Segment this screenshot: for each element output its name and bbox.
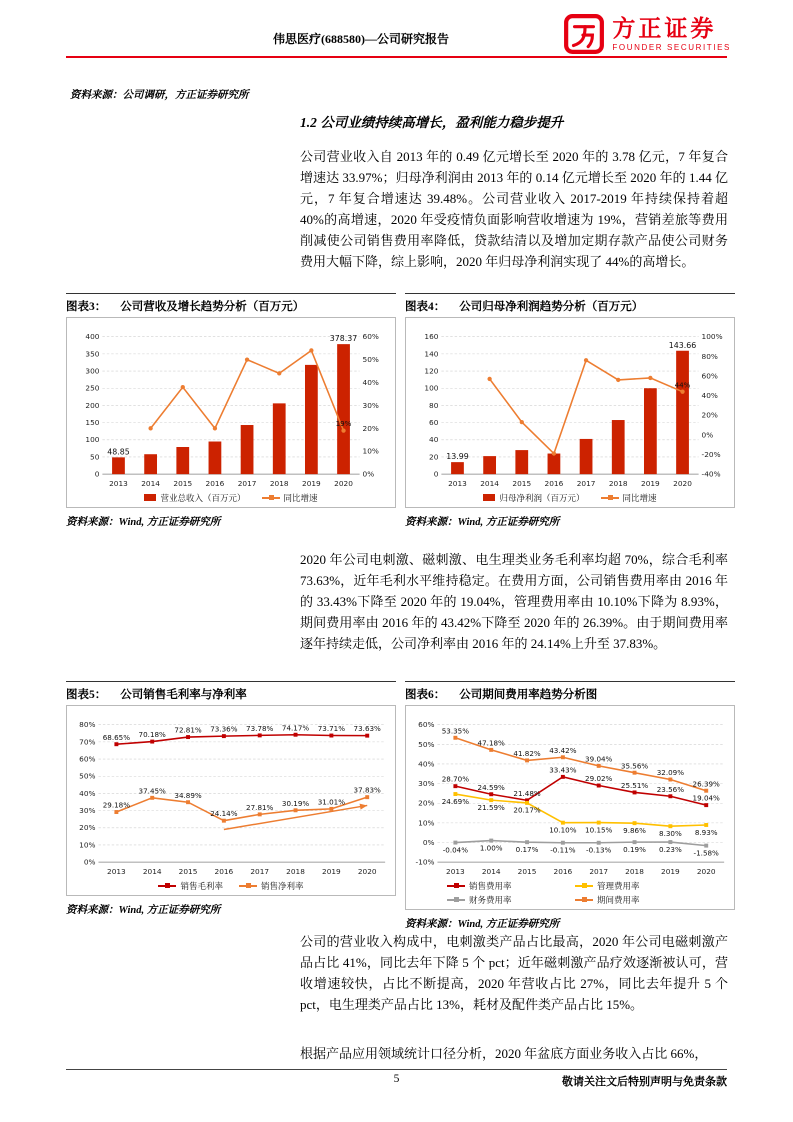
legend-item bbox=[601, 492, 657, 504]
svg-text:70%: 70% bbox=[79, 737, 96, 747]
marker-icon bbox=[582, 897, 587, 902]
figure-6-legend bbox=[408, 880, 732, 906]
svg-text:10.10%: 10.10% bbox=[549, 825, 577, 835]
legend-label: 期间费用率 bbox=[597, 895, 640, 906]
svg-text:2017: 2017 bbox=[250, 866, 270, 876]
svg-text:2014: 2014 bbox=[481, 866, 501, 876]
figure-5 bbox=[66, 681, 396, 917]
paragraph-growth-summary: 公司营业收入自 2013 年的 0.49 亿元增长至 2020 年的 3.78 亿元，7 年复合增速达 33.97%；归母净利润由 2013 年的 0.14 亿元增长至 2020 年的 1.44 亿元，7 年复合增速达 39.48%。公司营业收入 2017-2019 年持续保持着超 40%的高增速，2020 年受疫情负面影响营收增速为 19%，营销差旅等费用削减使公司销售费用率降低，贷款结清以及增加定期存款产品使公司财务费用大幅下降，综上影响，2020 年归母净利润实现了 44%的高增长。 bbox=[300, 149, 728, 269]
svg-text:2016: 2016 bbox=[214, 866, 234, 876]
figure-3-legend bbox=[69, 492, 393, 504]
svg-text:2015: 2015 bbox=[178, 866, 198, 876]
svg-text:-20%: -20% bbox=[701, 449, 721, 459]
svg-text:9.86%: 9.86% bbox=[623, 825, 646, 835]
chart-canvas bbox=[69, 321, 393, 490]
figure-5-caption bbox=[66, 681, 396, 702]
svg-text:50: 50 bbox=[90, 452, 100, 462]
figure-6-label: 图表6： bbox=[405, 689, 446, 701]
svg-text:2017: 2017 bbox=[589, 866, 609, 876]
svg-text:20%: 20% bbox=[362, 423, 379, 433]
svg-text:-0.04%: -0.04% bbox=[442, 845, 469, 855]
svg-text:29.02%: 29.02% bbox=[585, 774, 613, 784]
line-swatch-icon bbox=[575, 885, 593, 887]
svg-text:2017: 2017 bbox=[576, 478, 596, 488]
svg-text:30%: 30% bbox=[418, 779, 435, 789]
svg-text:2014: 2014 bbox=[480, 478, 499, 488]
svg-text:-0.13%: -0.13% bbox=[586, 845, 612, 855]
svg-text:80%: 80% bbox=[79, 720, 96, 730]
line-swatch-icon bbox=[575, 899, 593, 901]
bar-swatch-icon bbox=[144, 494, 156, 501]
svg-text:200: 200 bbox=[85, 400, 100, 410]
svg-text:26.39%: 26.39% bbox=[692, 779, 720, 789]
chart-canvas bbox=[408, 709, 732, 878]
figure-5-label: 图表5： bbox=[66, 689, 107, 701]
svg-text:37.45%: 37.45% bbox=[138, 786, 166, 796]
svg-text:39.04%: 39.04% bbox=[585, 754, 613, 764]
svg-text:0%: 0% bbox=[422, 837, 435, 847]
svg-text:19.04%: 19.04% bbox=[692, 793, 720, 803]
svg-text:35.56%: 35.56% bbox=[620, 761, 649, 771]
svg-text:2018: 2018 bbox=[625, 866, 644, 876]
svg-text:2016: 2016 bbox=[205, 478, 225, 488]
marker-icon bbox=[582, 883, 587, 888]
svg-text:250: 250 bbox=[85, 383, 100, 393]
svg-text:74.17%: 74.17% bbox=[281, 723, 310, 733]
legend-item bbox=[447, 894, 565, 906]
footer-disclaimer: 敬请关注文后特别声明与免责条款 bbox=[562, 1076, 727, 1088]
svg-text:53.35%: 53.35% bbox=[441, 726, 470, 736]
svg-text:32.09%: 32.09% bbox=[656, 768, 685, 778]
marker-icon bbox=[269, 495, 274, 500]
svg-text:100: 100 bbox=[424, 383, 439, 393]
svg-text:20: 20 bbox=[429, 452, 439, 462]
section-heading: 1.2 公司业绩持续高增长，盈利能力稳步提升 bbox=[300, 115, 564, 130]
svg-text:350: 350 bbox=[85, 349, 100, 359]
svg-text:2020: 2020 bbox=[673, 478, 692, 488]
legend-item bbox=[144, 492, 245, 504]
svg-text:47.18%: 47.18% bbox=[477, 738, 505, 748]
svg-text:-0.11%: -0.11% bbox=[550, 845, 576, 855]
line-swatch-icon bbox=[262, 497, 280, 499]
svg-text:50%: 50% bbox=[79, 771, 96, 781]
svg-text:2013: 2013 bbox=[107, 866, 126, 876]
svg-text:20%: 20% bbox=[418, 798, 435, 808]
svg-text:2016: 2016 bbox=[544, 478, 564, 488]
figure-4-title: 公司归母净利润趋势分析（百万元） bbox=[459, 301, 644, 313]
figure-3-caption bbox=[66, 293, 396, 314]
svg-text:0%: 0% bbox=[701, 430, 714, 440]
page-number: 5 bbox=[393, 1073, 400, 1085]
svg-text:8.30%: 8.30% bbox=[659, 829, 682, 839]
svg-text:378.37: 378.37 bbox=[329, 334, 358, 344]
svg-text:2018: 2018 bbox=[608, 478, 628, 488]
svg-text:100%: 100% bbox=[701, 332, 723, 342]
legend-label: 归母净利润（百万元） bbox=[499, 493, 585, 504]
svg-text:2015: 2015 bbox=[517, 866, 537, 876]
svg-text:21.48%: 21.48% bbox=[513, 788, 541, 798]
logo-company-name: 方正证券 bbox=[612, 14, 717, 41]
svg-text:2015: 2015 bbox=[512, 478, 532, 488]
top-source-note: 资料来源：公司调研，方正证券研究所 bbox=[70, 90, 249, 101]
svg-text:120: 120 bbox=[424, 366, 439, 376]
svg-text:80: 80 bbox=[429, 400, 439, 410]
svg-text:60%: 60% bbox=[701, 371, 718, 381]
figure-6-source: 资料来源：Wind, 方正证券研究所 bbox=[405, 918, 560, 930]
svg-text:2017: 2017 bbox=[237, 478, 257, 488]
svg-text:34.89%: 34.89% bbox=[174, 790, 202, 800]
svg-text:48.85: 48.85 bbox=[107, 447, 130, 457]
chart-canvas bbox=[69, 709, 393, 878]
legend-label: 管理费用率 bbox=[597, 881, 640, 892]
svg-text:50%: 50% bbox=[362, 355, 379, 365]
legend-item bbox=[575, 880, 693, 892]
svg-text:13.99: 13.99 bbox=[446, 452, 469, 462]
svg-text:41.82%: 41.82% bbox=[513, 748, 541, 758]
svg-text:60%: 60% bbox=[79, 754, 96, 764]
svg-text:140: 140 bbox=[424, 349, 439, 359]
svg-text:73.36%: 73.36% bbox=[210, 724, 238, 734]
legend-label: 销售毛利率 bbox=[180, 881, 223, 892]
svg-text:21.59%: 21.59% bbox=[477, 802, 505, 812]
svg-text:60%: 60% bbox=[418, 720, 435, 730]
svg-text:30%: 30% bbox=[79, 806, 96, 816]
svg-text:0%: 0% bbox=[362, 469, 375, 479]
net-profit-growth-chart bbox=[408, 321, 732, 490]
svg-text:2019: 2019 bbox=[322, 866, 341, 876]
line-swatch-icon bbox=[447, 899, 465, 901]
svg-text:40%: 40% bbox=[701, 391, 718, 401]
figure-3-title: 公司营收及增长趋势分析（百万元） bbox=[120, 301, 305, 313]
svg-text:60%: 60% bbox=[362, 332, 379, 342]
legend-label: 同比增速 bbox=[622, 493, 657, 504]
figure-4 bbox=[405, 293, 735, 529]
svg-text:50%: 50% bbox=[418, 739, 435, 749]
svg-text:2015: 2015 bbox=[173, 478, 193, 488]
svg-text:24.69%: 24.69% bbox=[441, 796, 470, 806]
svg-text:19%: 19% bbox=[335, 419, 352, 429]
figure-3 bbox=[66, 293, 396, 529]
svg-text:25.51%: 25.51% bbox=[620, 781, 649, 791]
svg-text:2019: 2019 bbox=[302, 478, 321, 488]
logo-text bbox=[612, 14, 731, 52]
svg-text:2020: 2020 bbox=[334, 478, 353, 488]
bar-swatch-icon bbox=[483, 494, 495, 501]
legend-item bbox=[262, 492, 318, 504]
figure-4-source: 资料来源：Wind, 方正证券研究所 bbox=[405, 516, 560, 528]
report-header-title: 伟思医疗(688580)—公司研究报告 bbox=[273, 32, 449, 46]
line-swatch-icon bbox=[158, 885, 176, 887]
svg-text:160: 160 bbox=[424, 332, 439, 342]
marker-icon bbox=[454, 883, 459, 888]
legend-label: 同比增速 bbox=[283, 493, 318, 504]
figure-5-source: 资料来源：Wind, 方正证券研究所 bbox=[66, 904, 221, 916]
svg-text:73.63%: 73.63% bbox=[353, 724, 381, 734]
legend-label: 营业总收入（百万元） bbox=[160, 493, 246, 504]
paragraph-application-field: 根据产品应用领域统计口径分析，2020 年盆底方面业务收入占比 66%， bbox=[300, 1046, 708, 1061]
founder-logo-icon bbox=[563, 13, 605, 55]
svg-text:33.43%: 33.43% bbox=[549, 765, 577, 775]
svg-text:-10%: -10% bbox=[415, 857, 435, 867]
svg-text:143.66: 143.66 bbox=[668, 340, 697, 350]
svg-text:30%: 30% bbox=[362, 400, 379, 410]
svg-text:20%: 20% bbox=[79, 823, 96, 833]
svg-text:0: 0 bbox=[433, 469, 439, 479]
figure-5-legend bbox=[69, 880, 393, 892]
svg-text:23.56%: 23.56% bbox=[656, 784, 685, 794]
svg-text:20.17%: 20.17% bbox=[513, 805, 541, 815]
svg-text:8.93%: 8.93% bbox=[694, 827, 718, 837]
svg-text:300: 300 bbox=[85, 366, 100, 376]
legend-item bbox=[575, 894, 693, 906]
svg-text:29.18%: 29.18% bbox=[102, 800, 131, 810]
footer-divider bbox=[66, 1069, 727, 1070]
paragraph-revenue-mix: 公司的营业收入构成中，电刺激类产品占比最高，2020 年公司电磁刺激产品占比 41%，同比去年下降 5 个 pct；近年磁刺激产品疗效逐渐被认可，营收增速较快，占比不断提高，2020 年营收占比 27%，同比去年提升 5 个 pct，电生理类产品占比 13%，耗材及配件类产品占比 15%。 bbox=[300, 934, 728, 1012]
svg-text:0.17%: 0.17% bbox=[515, 845, 539, 855]
line-swatch-icon bbox=[239, 885, 257, 887]
legend-label: 销售净利率 bbox=[261, 881, 304, 892]
svg-text:80%: 80% bbox=[701, 351, 718, 361]
figure-6-title: 公司期间费用率趋势分析图 bbox=[459, 689, 598, 701]
svg-text:31.01%: 31.01% bbox=[317, 797, 346, 807]
figure-3-source: 资料来源：Wind, 方正证券研究所 bbox=[66, 516, 221, 528]
chart-canvas bbox=[408, 321, 732, 490]
figure-6-chart-box bbox=[405, 705, 735, 910]
svg-text:37.83%: 37.83% bbox=[353, 785, 381, 795]
expense-rate-chart bbox=[408, 709, 732, 878]
figure-6 bbox=[405, 681, 735, 931]
svg-text:2014: 2014 bbox=[141, 478, 160, 488]
svg-text:100: 100 bbox=[85, 435, 100, 445]
marker-icon bbox=[454, 897, 459, 902]
paragraph-margin-expense: 2020 年公司电刺激、磁刺激、电生理类业务毛利率均超 70%，综合毛利率 73.63%，近年毛利水平维持稳定。在费用方面，公司销售费用率由 2016 年的 33.43%下降至 2020 年的 19.04%，管理费用率由 10.10%下降为 8.93%，期间费用率由 2016 年的 43.42%下降至 2020 年的 26.39%。由于期间费用率逐年持续走低，公司净利率由 2016 年的 24.14%上升至 37.83%。 bbox=[300, 552, 728, 651]
figure-5-chart-box bbox=[66, 705, 396, 896]
svg-text:40: 40 bbox=[429, 435, 439, 445]
svg-text:24.59%: 24.59% bbox=[477, 782, 505, 792]
svg-text:68.65%: 68.65% bbox=[102, 732, 131, 742]
svg-text:10%: 10% bbox=[418, 818, 435, 828]
svg-text:60: 60 bbox=[429, 418, 439, 428]
figure-4-legend bbox=[408, 492, 732, 504]
svg-text:30.19%: 30.19% bbox=[281, 798, 310, 808]
svg-text:2014: 2014 bbox=[142, 866, 162, 876]
svg-text:40%: 40% bbox=[362, 377, 379, 387]
svg-text:10%: 10% bbox=[79, 840, 96, 850]
legend-item bbox=[483, 492, 584, 504]
svg-text:72.81%: 72.81% bbox=[174, 725, 202, 735]
margin-rate-chart bbox=[69, 709, 393, 878]
marker-icon bbox=[165, 883, 170, 888]
figure-5-title: 公司销售毛利率与净利率 bbox=[120, 689, 247, 701]
svg-text:1.00%: 1.00% bbox=[479, 843, 503, 853]
svg-text:20%: 20% bbox=[701, 410, 718, 420]
svg-text:-1.58%: -1.58% bbox=[693, 848, 719, 858]
legend-item bbox=[447, 880, 565, 892]
line-swatch-icon bbox=[447, 885, 465, 887]
svg-text:400: 400 bbox=[85, 332, 100, 342]
svg-text:70.18%: 70.18% bbox=[138, 730, 166, 740]
figure-3-chart-box bbox=[66, 317, 396, 508]
svg-text:43.42%: 43.42% bbox=[549, 745, 577, 755]
logo-company-subtitle: FOUNDER SECURITIES bbox=[612, 42, 731, 52]
svg-text:2020: 2020 bbox=[696, 866, 716, 876]
svg-text:28.70%: 28.70% bbox=[441, 774, 470, 784]
svg-text:0.19%: 0.19% bbox=[623, 844, 646, 854]
svg-text:10.15%: 10.15% bbox=[585, 825, 613, 835]
marker-icon bbox=[246, 883, 251, 888]
svg-text:2020: 2020 bbox=[357, 866, 377, 876]
legend-item bbox=[239, 880, 304, 892]
svg-text:2019: 2019 bbox=[661, 866, 680, 876]
svg-text:2018: 2018 bbox=[269, 478, 289, 488]
figure-4-caption bbox=[405, 293, 735, 314]
marker-icon bbox=[608, 495, 613, 500]
svg-text:2013: 2013 bbox=[446, 866, 465, 876]
svg-text:2018: 2018 bbox=[286, 866, 305, 876]
svg-text:40%: 40% bbox=[79, 788, 96, 798]
svg-text:2013: 2013 bbox=[109, 478, 128, 488]
svg-text:2016: 2016 bbox=[553, 866, 573, 876]
svg-text:0%: 0% bbox=[83, 857, 96, 867]
svg-text:0.23%: 0.23% bbox=[659, 844, 682, 854]
svg-text:73.71%: 73.71% bbox=[317, 724, 346, 734]
svg-text:44%: 44% bbox=[674, 380, 691, 390]
figure-6-caption bbox=[405, 681, 735, 702]
figure-4-label: 图表4： bbox=[405, 301, 446, 313]
svg-text:2019: 2019 bbox=[641, 478, 660, 488]
founder-logo bbox=[563, 13, 731, 57]
svg-text:27.81%: 27.81% bbox=[246, 802, 274, 812]
svg-text:40%: 40% bbox=[418, 759, 435, 769]
legend-label: 销售费用率 bbox=[469, 881, 512, 892]
legend-label: 财务费用率 bbox=[469, 895, 512, 906]
svg-text:-40%: -40% bbox=[701, 469, 721, 479]
svg-text:150: 150 bbox=[85, 418, 100, 428]
figure-4-chart-box bbox=[405, 317, 735, 508]
svg-text:10%: 10% bbox=[362, 446, 379, 456]
svg-text:0: 0 bbox=[94, 469, 100, 479]
svg-text:73.78%: 73.78% bbox=[246, 723, 274, 733]
line-swatch-icon bbox=[601, 497, 619, 499]
revenue-growth-chart bbox=[69, 321, 393, 490]
svg-text:24.14%: 24.14% bbox=[210, 809, 238, 819]
header-divider bbox=[66, 56, 727, 58]
figure-3-label: 图表3： bbox=[66, 301, 107, 313]
svg-text:2013: 2013 bbox=[448, 478, 467, 488]
legend-item bbox=[158, 880, 223, 892]
